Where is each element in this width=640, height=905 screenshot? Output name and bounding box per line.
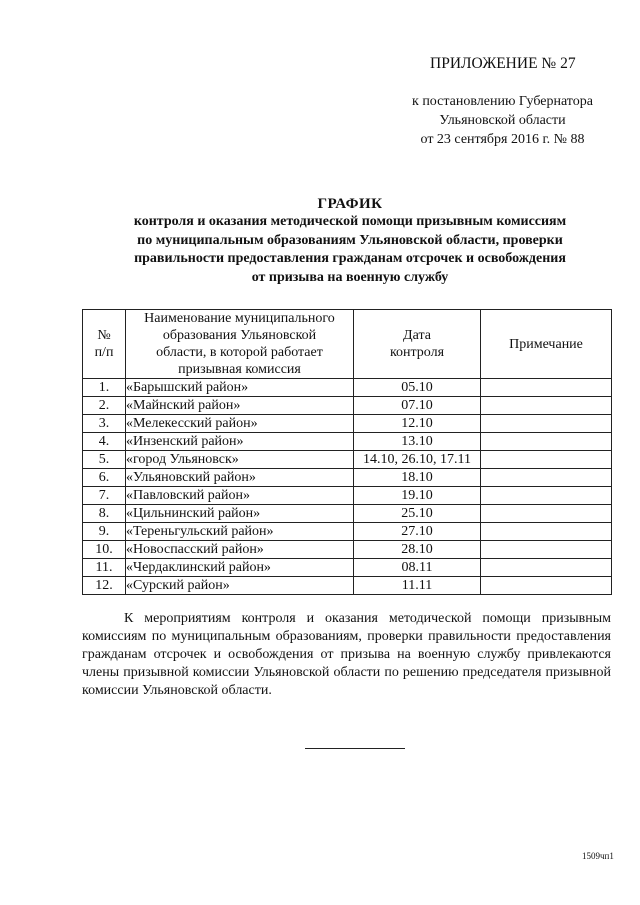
document-title: ГРАФИК <box>317 196 383 212</box>
row-date: 27.10 <box>354 523 481 541</box>
row-note <box>481 451 612 469</box>
row-number: 12. <box>83 577 126 595</box>
row-date: 08.11 <box>354 559 481 577</box>
row-date: 18.10 <box>354 469 481 487</box>
subtitle-line: по муниципальным образованиям Ульяновской области, проверки <box>137 232 563 248</box>
header-line: № <box>97 328 111 343</box>
header-line: Наименование муниципального <box>144 311 335 326</box>
header-line: образования Ульяновской <box>162 328 317 343</box>
row-district: «Тереньгульский район» <box>126 523 354 541</box>
table-header-row <box>83 310 612 379</box>
row-district: «Майнский район» <box>126 397 354 415</box>
row-district: «Сурский район» <box>126 577 354 595</box>
table-row <box>83 505 612 523</box>
row-number: 11. <box>83 559 126 577</box>
header-line: п/п <box>94 345 114 360</box>
table-row <box>83 379 612 397</box>
row-date: 14.10, 26.10, 17.11 <box>354 451 481 469</box>
row-date: 05.10 <box>354 379 481 397</box>
row-number: 1. <box>83 379 126 397</box>
row-note <box>481 541 612 559</box>
row-date: 07.10 <box>354 397 481 415</box>
row-note <box>481 559 612 577</box>
header-line: Примечание <box>509 336 583 352</box>
header-date <box>354 310 481 379</box>
row-date: 11.11 <box>354 577 481 595</box>
row-number: 10. <box>83 541 126 559</box>
table-row <box>83 451 612 469</box>
table-row <box>83 487 612 505</box>
document-subtitle <box>60 213 640 287</box>
row-date: 28.10 <box>354 541 481 559</box>
row-district: «Новоспасский район» <box>126 541 354 559</box>
row-note <box>481 397 612 415</box>
table-row <box>83 577 612 595</box>
row-number: 7. <box>83 487 126 505</box>
row-number: 9. <box>83 523 126 541</box>
row-district: «город Ульяновск» <box>126 451 354 469</box>
table-row <box>83 469 612 487</box>
row-date: 25.10 <box>354 505 481 523</box>
row-district: «Цильнинский район» <box>126 505 354 523</box>
row-number: 3. <box>83 415 126 433</box>
row-district: «Павловский район» <box>126 487 354 505</box>
header-line: Дата <box>403 328 431 343</box>
closing-rule <box>305 748 405 749</box>
subtitle-line: от призыва на военную службу <box>251 269 449 285</box>
table-row <box>83 523 612 541</box>
row-district: «Чердаклинский район» <box>126 559 354 577</box>
row-number: 4. <box>83 433 126 451</box>
header-line: области, в которой работает <box>156 345 323 360</box>
subtitle-line: контроля и оказания методической помощи призывным комиссиям <box>133 214 567 229</box>
appendix-number: ПРИЛОЖЕНИЕ № 27 <box>430 55 576 72</box>
row-date: 19.10 <box>354 487 481 505</box>
row-note <box>481 379 612 397</box>
table-row <box>83 415 612 433</box>
row-number: 6. <box>83 469 126 487</box>
row-district: «Инзенский район» <box>126 433 354 451</box>
row-date: 12.10 <box>354 415 481 433</box>
row-note <box>481 415 612 433</box>
subtitle-line: правильности предоставления гражданам отсрочек и освобождения <box>134 251 566 266</box>
row-number: 8. <box>83 505 126 523</box>
table-row <box>83 397 612 415</box>
schedule-table <box>82 309 612 595</box>
row-note <box>481 469 612 487</box>
row-note <box>481 505 612 523</box>
decree-reference <box>395 92 610 149</box>
header-line: контроля <box>389 345 445 360</box>
title-block <box>60 195 640 287</box>
row-note <box>481 577 612 595</box>
header-number <box>83 310 126 379</box>
decree-line: к постановлению Губернатора <box>412 94 593 109</box>
table-row <box>83 559 612 577</box>
row-note <box>481 487 612 505</box>
decree-line: от 23 сентября 2016 г. № 88 <box>420 132 585 147</box>
decree-line: Ульяновской области <box>439 113 566 128</box>
row-district: «Мелекесский район» <box>126 415 354 433</box>
row-number: 2. <box>83 397 126 415</box>
row-date: 13.10 <box>354 433 481 451</box>
row-note <box>481 523 612 541</box>
row-number: 5. <box>83 451 126 469</box>
document-code: 1509чп1 <box>582 851 614 861</box>
header-district <box>126 310 354 379</box>
header-line: призывная комиссия <box>178 362 301 377</box>
table-row <box>83 541 612 559</box>
row-district: «Ульяновский район» <box>126 469 354 487</box>
row-district: «Барышский район» <box>126 379 354 397</box>
table-row <box>83 433 612 451</box>
row-note <box>481 433 612 451</box>
body-paragraph: К мероприятиям контроля и оказания методической помощи призывным комиссиям по муниципальным образованиям, проверки правильности предоставления гражданам отсрочек и освобождения от призыва на военную службу привлекаются члены призывной комиссии Ульяновской области по решению председателя призывной комиссии Ульяновской области. <box>82 611 611 698</box>
header-note <box>481 310 612 379</box>
